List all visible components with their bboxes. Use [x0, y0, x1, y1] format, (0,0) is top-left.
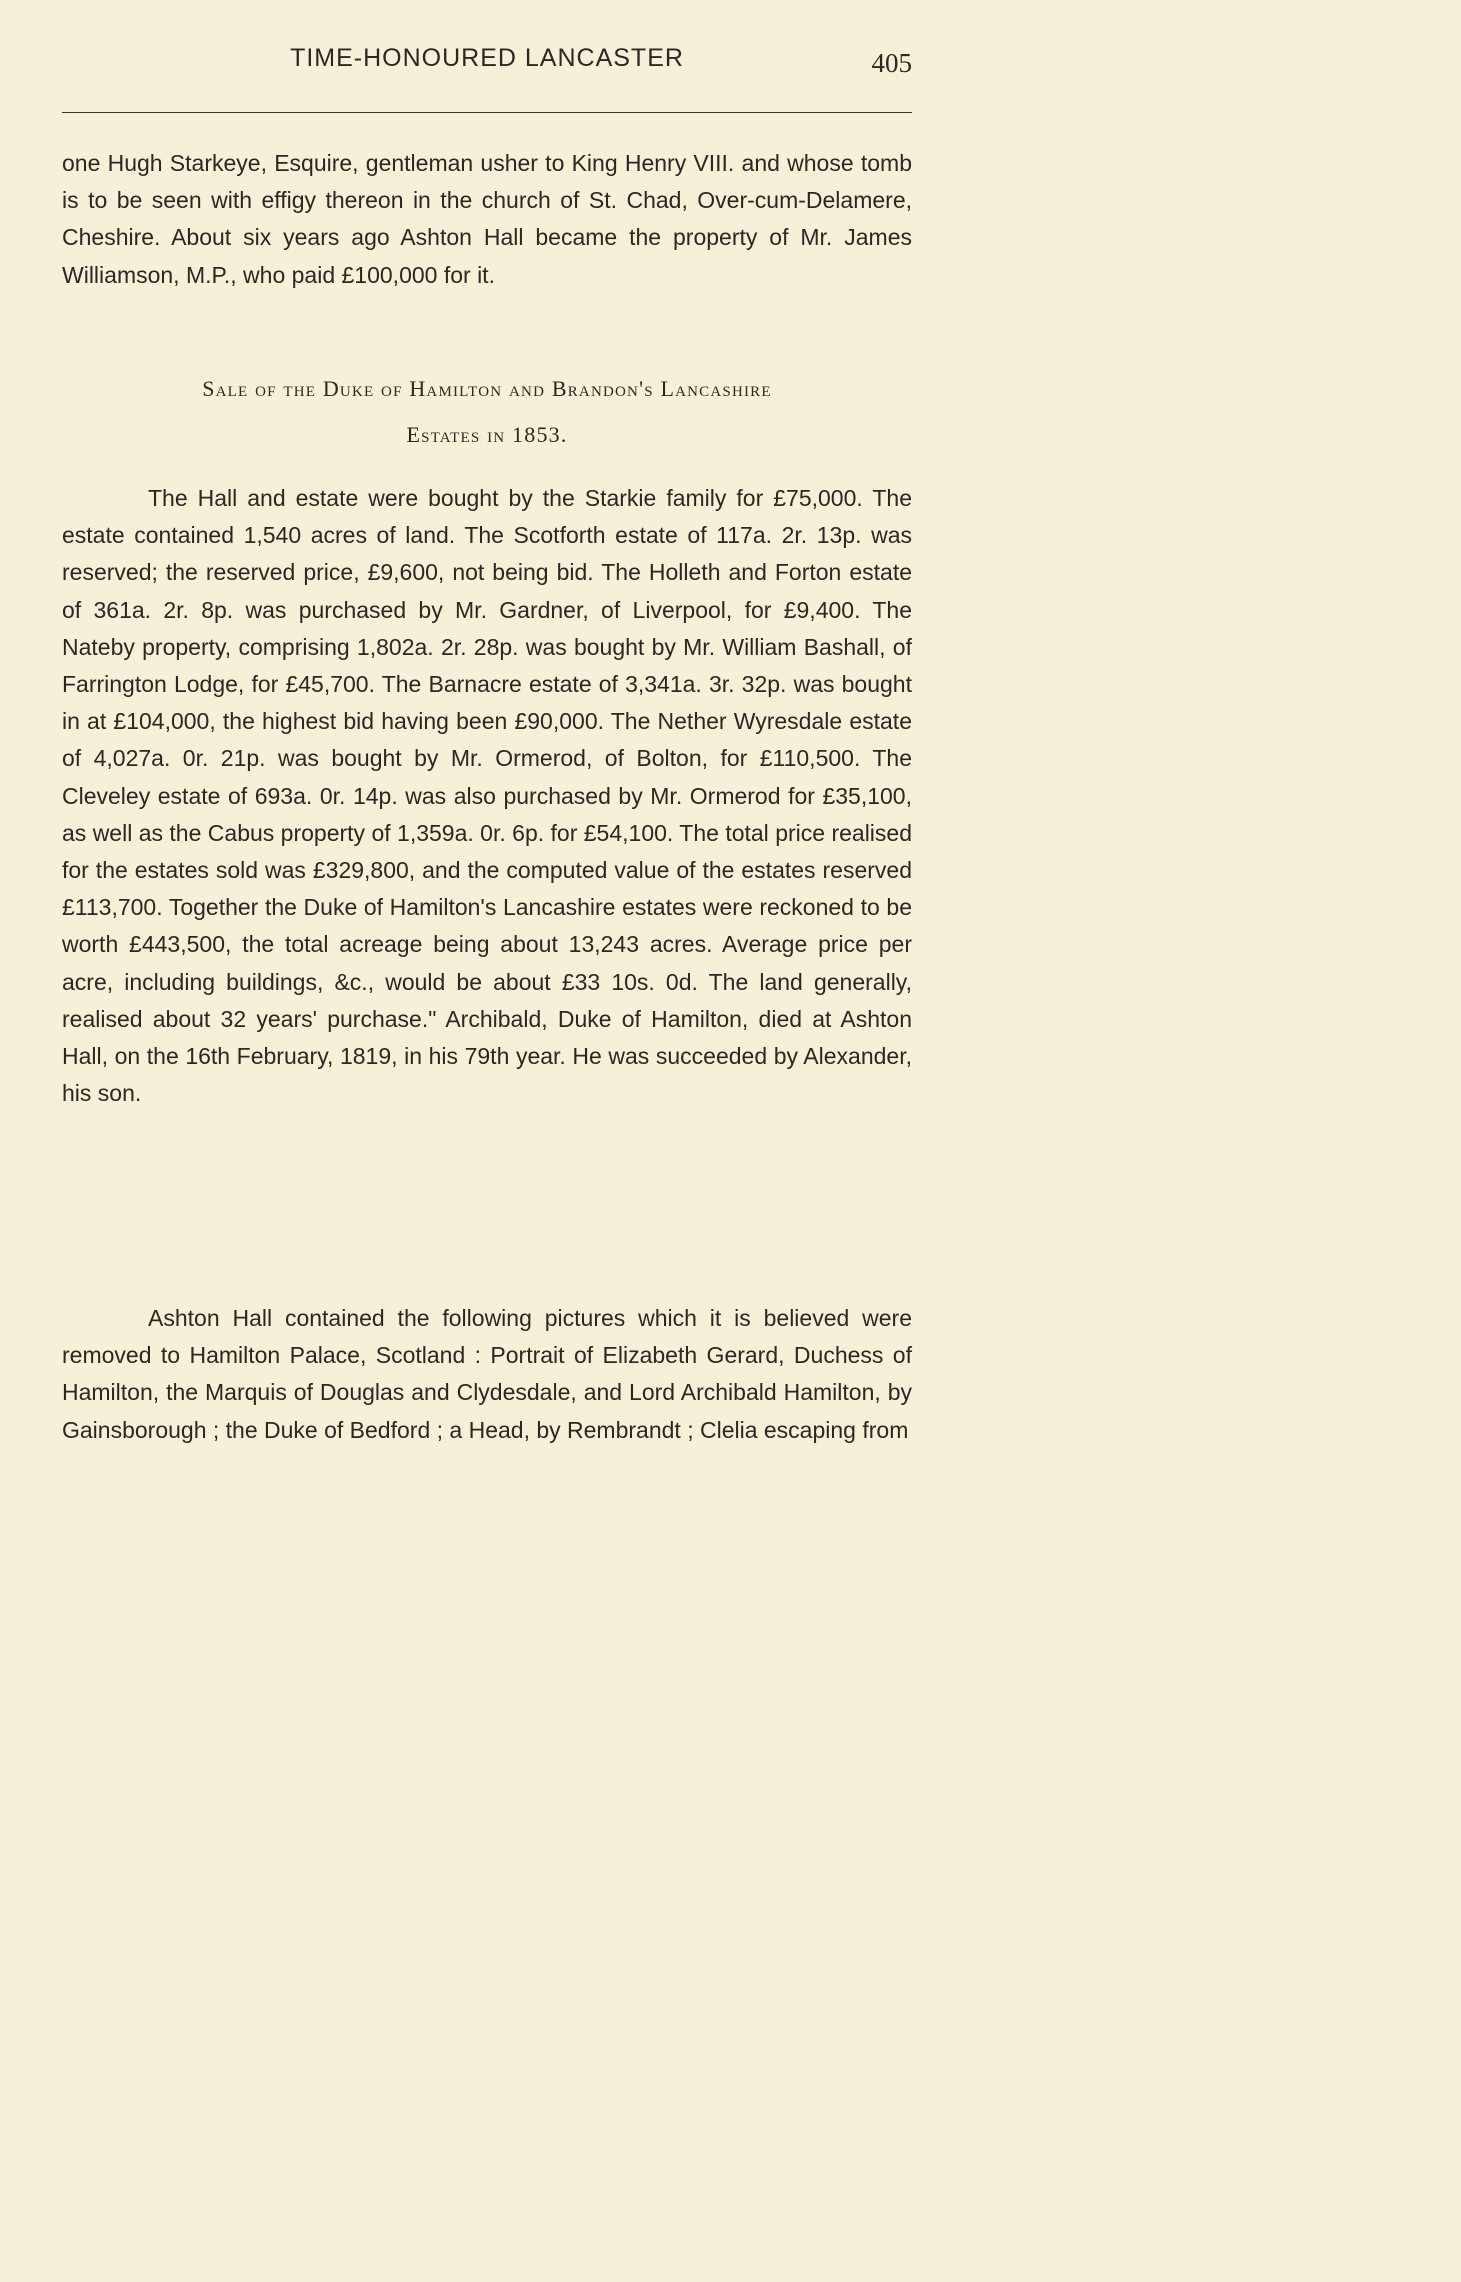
- running-head: [62, 44, 912, 80]
- running-title: TIME-HONOURED LANCASTER: [290, 44, 684, 72]
- section-heading-line-1: Sale of the Duke of Hamilton and Brandon's Lancashire: [202, 376, 772, 401]
- paragraph-sale-details: The Hall and estate were bought by the Starkie family for £75,000. The estate contained 1,540 acres of land. The Scotforth estate of 117a. 2r. 13p. was reserved; the reserved price, £9,600, not being bid. The Holleth and Forton estate of 361a. 2r. 8p. was purchased by Mr. Gardner, of Liverpool, for £9,400. The Nateby property, comprising 1,802a. 2r. 28p. was bought by Mr. William Bashall, of Farrington Lodge, for £45,700. The Barnacre estate of 3,341a. 3r. 32p. was bought in at £104,000, the highest bid having been £90,000. The Nether Wyresdale estate of 4,027a. 0r. 21p. was bought by Mr. Ormerod, of Bolton, for £110,500. The Cleveley estate of 693a. 0r. 14p. was also purchased by Mr. Ormerod for £35,100, as well as the Cabus property of 1,359a. 0r. 6p. for £54,100. The total price realised for the estates sold was £329,800, and the computed value of the estates reserved £113,700. Together the Duke of Hamilton's Lancashire estates were reckoned to be worth £443,500, the total acreage being about 13,243 acres. Average price per acre, including buildings, &c., would be about £33 10s. 0d. The land generally, realised about 32 years' purchase." Archibald, Duke of Hamilton, died at Ashton Hall, on the 16th February, 1819, in his 79th year. He was succeeded by Alexander, his son.: [62, 485, 912, 1107]
- section-heading-line-2: Estates in 1853.: [406, 422, 568, 447]
- page-number: 405: [871, 48, 912, 78]
- paragraph-pictures: Ashton Hall contained the following pictures which it is believed were removed to Hamilton Palace, Scotland : Portrait of Elizabeth Gerard, Duchess of Hamilton, the Marquis of Douglas and Clydesdale, and Lord Archibald Hamilton, by Gainsborough ; the Duke of Bedford ; a Head, by Rembrandt ; Clelia escaping from: [62, 1305, 912, 1443]
- paragraph-continuation: one Hugh Starkeye, Esquire, gentleman usher to King Henry VIII. and whose tomb is to be seen with effigy thereon in the church of St. Chad, Over-cum-Delamere, Cheshire. About six years ago Ashton Hall became the property of Mr. James Williamson, M.P., who paid £100,000 for it.: [62, 150, 912, 288]
- header-rule: [62, 112, 912, 113]
